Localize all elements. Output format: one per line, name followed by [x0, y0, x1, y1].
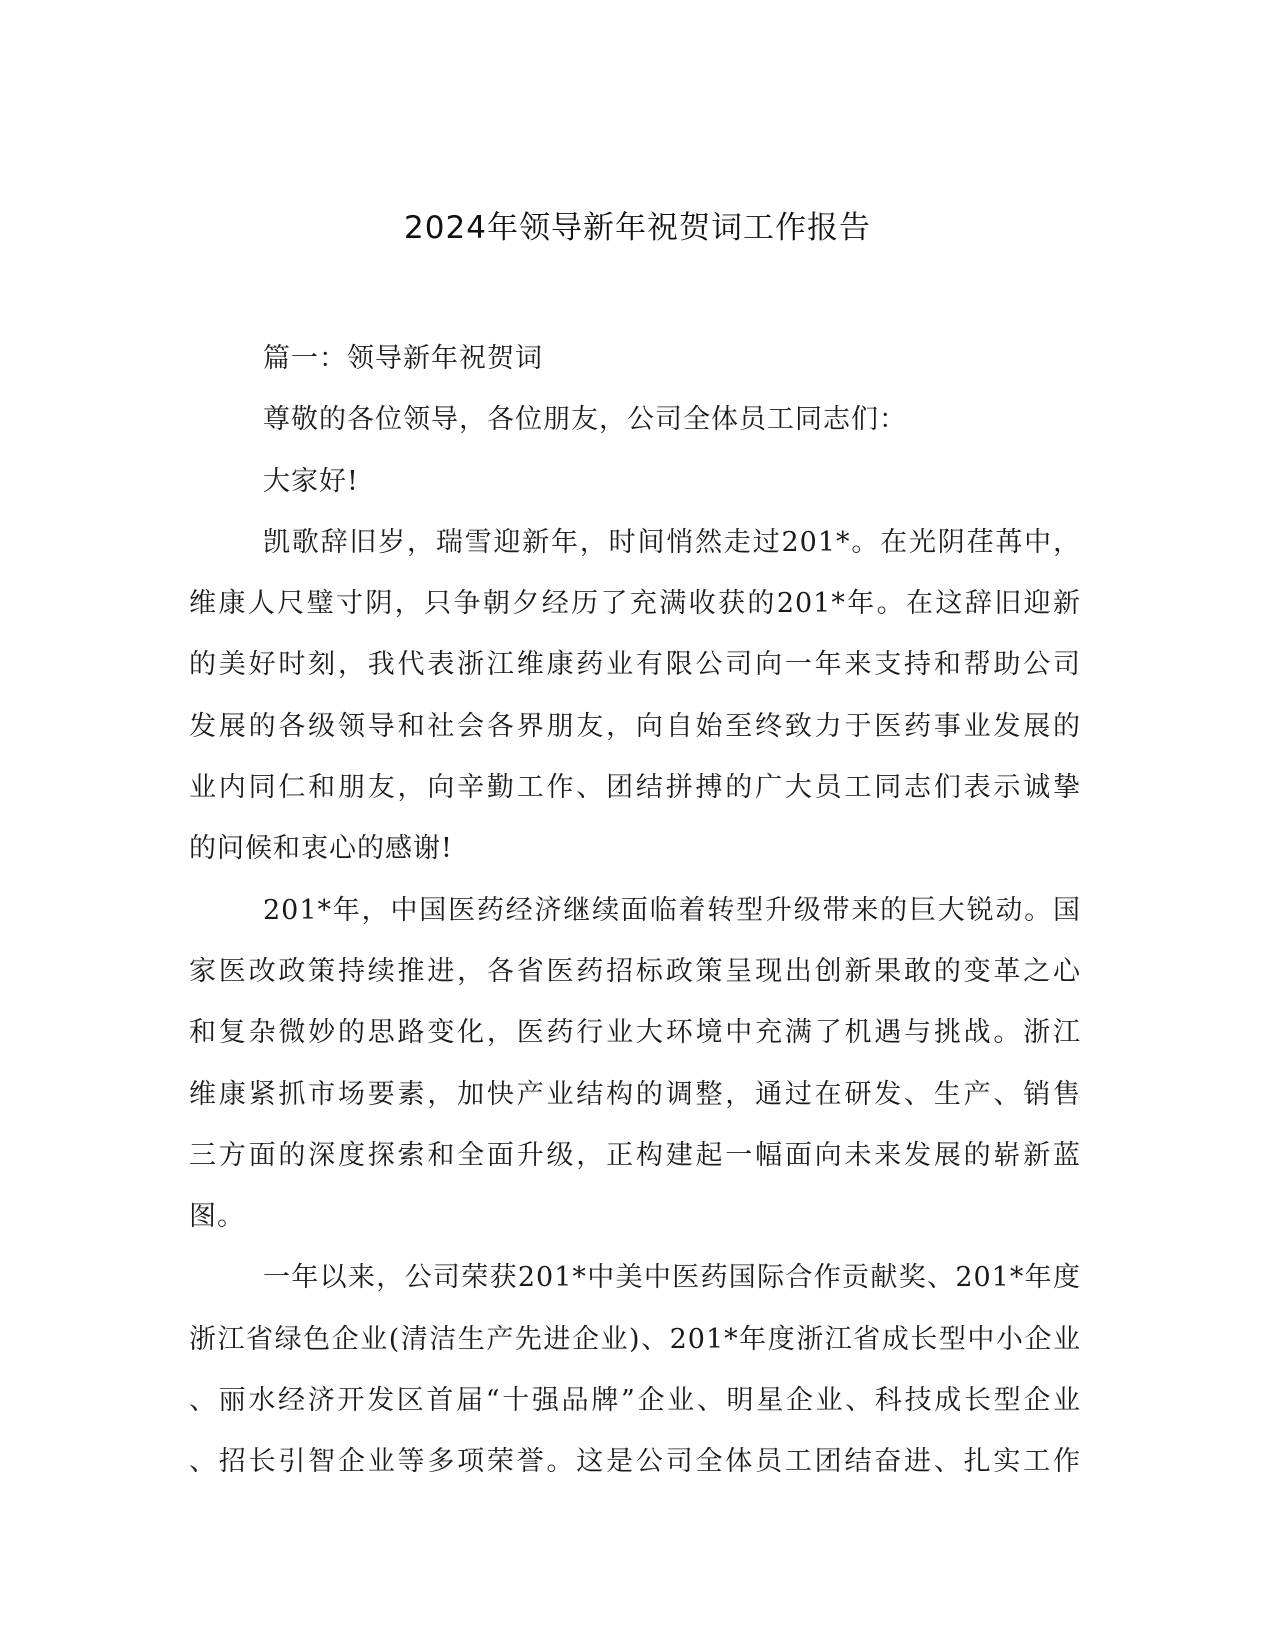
paragraph-2-line: 201*年，中国医药经济继续面临着转型升级带来的巨大锐动。国: [263, 894, 1081, 926]
paragraph-3-line: 浙江省绿色企业(清洁生产先进企业)、201*年度浙江省成长型中小企业: [189, 1323, 1081, 1355]
paragraph-1-line: 维康人尺璧寸阴，只争朝夕经历了充满收获的201*年。在这辞旧迎新: [189, 588, 1081, 620]
paragraph-2-line: 图。: [189, 1201, 245, 1233]
salutation: 尊敬的各位领导，各位朋友，公司全体员工同志们：: [263, 404, 907, 436]
greeting: 大家好!: [263, 465, 359, 497]
document-body: [189, 328, 1081, 1493]
paragraph-2-line: 三方面的深度探索和全面升级，正构建起一幅面向未来发展的崭新蓝: [189, 1139, 1081, 1171]
paragraph-3-line: 、丽水经济开发区首届“十强品牌”企业、明星企业、科技成长型企业: [189, 1385, 1081, 1417]
paragraph-1-line: 业内同仁和朋友，向辛勤工作、团结拼搏的广大员工同志们表示诚挚: [189, 772, 1081, 804]
paragraph-2-line: 家医改政策持续推进，各省医药招标政策呈现出创新果敢的变革之心: [189, 955, 1081, 987]
paragraph-2-line: 和复杂微妙的思路变化，医药行业大环境中充满了机遇与挑战。浙江: [189, 1017, 1081, 1049]
paragraph-3-line: 一年以来，公司荣获201*中美中医药国际合作贡献奖、201*年度: [263, 1262, 1081, 1294]
paragraph-1-line: 发展的各级领导和社会各界朋友，向自始至终致力于医药事业发展的: [189, 710, 1081, 742]
section-heading: 篇一：领导新年祝贺词: [263, 343, 543, 374]
paragraph-1-line: 凯歌辞旧岁，瑞雪迎新年，时间悄然走过201*。在光阴荏苒中，: [263, 526, 1081, 558]
paragraph-3-line: 、招长引智企业等多项荣誉。这是公司全体员工团结奋进、扎实工作: [189, 1446, 1081, 1478]
paragraph-2-line: 维康紧抓市场要素，加快产业结构的调整，通过在研发、生产、销售: [189, 1078, 1081, 1110]
paragraph-1-line: 的问候和衷心的感谢!: [189, 833, 453, 865]
document-title: 2024年领导新年祝贺词工作报告: [404, 210, 871, 246]
paragraph-1-line: 的美好时刻，我代表浙江维康药业有限公司向一年来支持和帮助公司: [189, 649, 1081, 681]
